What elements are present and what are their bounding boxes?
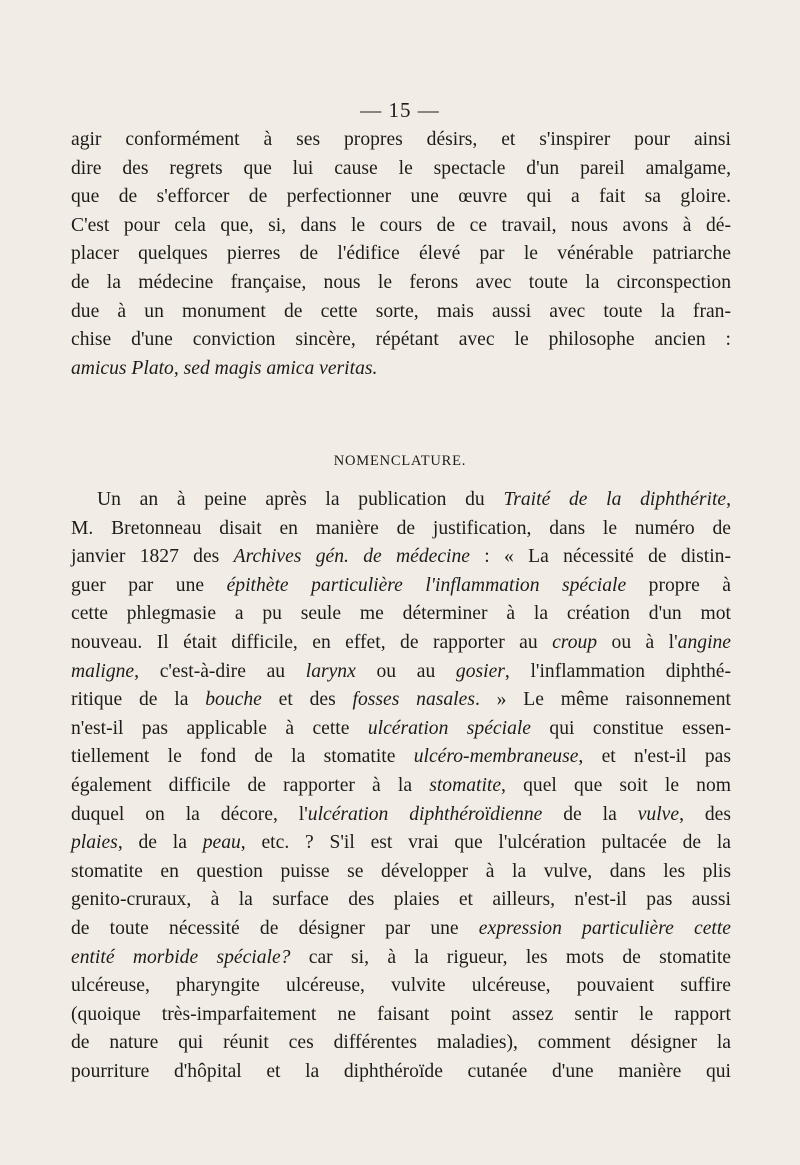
text-line (71, 743, 731, 772)
italic-run: croup (552, 631, 598, 653)
text-line: stomatite en question puisse se développer à la vulve, dans les plis (71, 860, 731, 882)
text-run: guer par une (71, 574, 227, 596)
text-run: , c'est-à-dire au (134, 660, 306, 682)
italic-run: entité morbide spéciale? (71, 946, 291, 968)
text-line: de nature qui réunit ces différentes maladies), comment désigner la (71, 1032, 731, 1054)
italic-run: fosses nasales (352, 689, 475, 711)
italic-run: Archives gén. de médecine (233, 546, 470, 568)
italic-run: peau (202, 832, 241, 854)
text-run: de la (542, 803, 638, 825)
italic-run: larynx (305, 660, 356, 682)
text-line (71, 629, 731, 658)
text-run: janvier 1827 des (71, 546, 234, 568)
text-line: genito-cruraux, à la surface des plaies et ailleurs, n'est-il pas aussi (71, 889, 731, 911)
text-run: propre à (626, 574, 731, 596)
text-line (71, 829, 731, 858)
text-run: : « La nécessité de distin- (470, 546, 731, 568)
text-line (71, 944, 731, 973)
text-line (71, 658, 731, 687)
text-line: de la médecine française, nous le ferons avec toute la circonspection (71, 271, 731, 293)
text-line (71, 543, 731, 572)
text-line: cette phlegmasie a pu seule me déterminer à la création d'un mot (71, 603, 731, 625)
text-run: qui constitue essen- (531, 717, 731, 739)
text-line: agir conformément à ses propres désirs, et s'inspirer pour ainsi (71, 129, 731, 150)
italic-run: bouche (205, 689, 262, 711)
text-run: tiellement le fond de la stomatite (71, 746, 414, 768)
text-line (71, 801, 731, 830)
italic-run: gosier (455, 660, 505, 682)
text-line: ulcéreuse, pharyngite ulcéreuse, vulvite ulcéreuse, pouvaient suffire (71, 975, 731, 997)
text-line (71, 915, 731, 944)
text-run: nouveau. Il était difficile, en effet, de rapporter au (71, 631, 553, 653)
italic-run: ulcération spéciale (367, 717, 532, 739)
paragraph-nomenclature (71, 486, 731, 1086)
italic-run: vulve (637, 803, 680, 825)
text-line: (quoique très-imparfaitement ne faisant point assez sentir le rapport (71, 1003, 731, 1025)
text-run: , etc. ? S'il est vrai que l'ulcération pultacée de la (240, 832, 731, 854)
text-run: n'est-il pas applicable à cette (71, 717, 368, 739)
text-run: , l'inflammation diphthé- (504, 660, 731, 682)
text-run: ritique de la (71, 689, 206, 711)
text-line (71, 715, 731, 744)
latin-quote: amicus Plato, sed magis amica veritas. (71, 357, 378, 379)
text-run: , (726, 489, 731, 510)
text-line: placer quelques pierres de l'édifice élevé par le vénérable patriarche (71, 243, 731, 265)
text-run: ou au (355, 660, 456, 682)
text-run: , et n'est-il pas (578, 746, 731, 768)
italic-run: expression particulière cette (478, 917, 731, 939)
italic-run: angine (677, 631, 731, 653)
text-line (71, 686, 731, 715)
text-line: dire des regrets que lui cause le spectacle d'un pareil amalgame, (71, 157, 731, 179)
text-run: de toute nécessité de désigner par une (71, 917, 479, 939)
text-line: pourriture d'hôpital et la diphthéroïde cutanée d'une manière qui (71, 1060, 731, 1082)
italic-run: ulcéro-membraneuse (413, 746, 579, 768)
italic-run: plaies (71, 832, 118, 854)
text-line: C'est pour cela que, si, dans le cours de ce travail, nous avons à dé- (71, 214, 731, 236)
italic-run: épithète particulière l'inflammation spéciale (226, 574, 627, 596)
paragraph-introduction (71, 126, 731, 383)
text-run: , quel que soit le nom (501, 774, 731, 796)
italic-run: maligne (71, 660, 135, 682)
text-run: duquel on la décore, l' (71, 803, 308, 825)
text-run: , des (679, 803, 731, 825)
text-line: que de s'efforcer de perfectionner une œuvre qui a fait sa gloire. (71, 186, 731, 208)
text-line: due à un monument de cette sorte, mais aussi avec toute la fran- (71, 300, 731, 322)
text-run: . » Le même raisonnement (474, 689, 731, 711)
text-run: car si, à la rigueur, les mots de stomatite (290, 946, 731, 968)
text-run: , de la (117, 832, 203, 854)
text-run: et des (261, 689, 353, 711)
text-run: ou à l' (597, 631, 678, 653)
text-line: M. Bretonneau disait en manière de justification, dans le numéro de (71, 517, 731, 539)
text-run: Un an à peine après la publication du (97, 489, 504, 510)
section-heading: NOMENCLATURE. (333, 453, 467, 469)
text-line (71, 572, 731, 601)
italic-run: ulcération diphthéroïdienne (307, 803, 543, 825)
italic-run: stomatite (429, 774, 502, 796)
page-number: — 15 — (360, 98, 440, 122)
italic-run: Traité de la diphthérite (503, 489, 727, 510)
text-run: également difficile de rapporter à la (71, 774, 430, 796)
text-line: chise d'une conviction sincère, répétant avec le philosophe ancien : (71, 329, 731, 351)
text-line (71, 772, 731, 801)
text-line-quote (71, 355, 731, 384)
text-line (71, 486, 731, 515)
